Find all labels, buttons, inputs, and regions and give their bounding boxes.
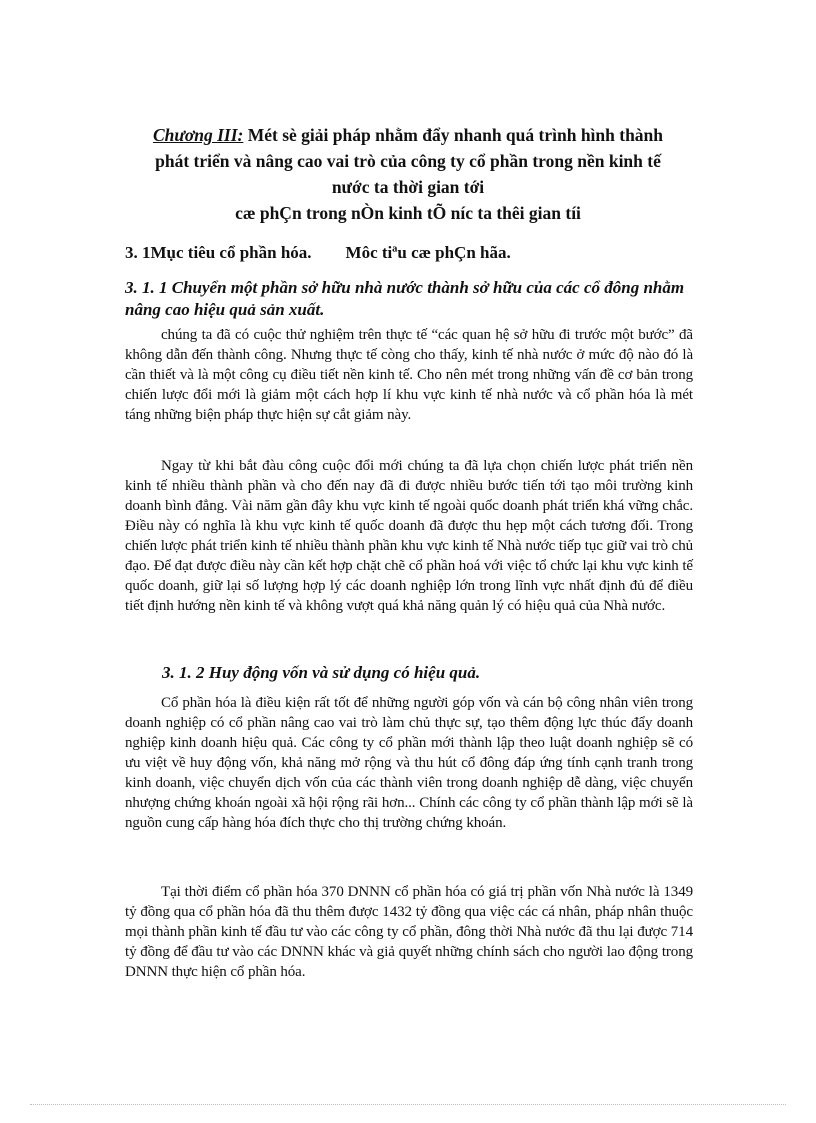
chapter-title [118,122,698,226]
subsection-heading-1: 3. 1. 1 Chuyển một phần sở hữu nhà nước thành sở hữu của các cổ đông nhằm nâng cao hiệu quả sản xuất. [125,278,685,319]
page-bottom-rule [30,1104,786,1105]
section-heading: 3. 1Mục tiêu cổ phần hóa. Môc tiªu cæ phÇn hãa. [125,243,511,262]
chapter-title-line-2: phát triển và nâng cao vai trò của công ty cổ phần trong nền kinh tế [155,151,661,171]
chapter-title-line-1 [118,122,698,148]
paragraph-4: Tại thời điểm cổ phần hóa 370 DNNN cổ phần hóa có giá trị phần vốn Nhà nước là 1349 tỷ đồng qua cổ phần hóa đã thu thêm được 1432 tỷ đồng qua việc các cá nhân, pháp nhân thuộc mọi thành phần kinh tế đầu tư vào các công ty cổ phần, đông thời Nhà nước đã thu lại được 714 tỷ đồng để đầu tư vào các DNNN khác và giả quyết những chính sách cho người lao động trong DNNN thực hiện cổ phần hóa. [125,884,693,980]
subsection-heading-2: 3. 1. 2 Huy động vốn và sử dụng có hiệu quả. [162,663,481,682]
chapter-title-line-3: nước ta thời gian tới [331,177,485,197]
paragraph-2: Ngay từ khi bắt đàu công cuộc đổi mới chúng ta đã lựa chọn chiến lược phát triển nền kinh tế nhiều thành phần và cho đến nay đã đi được nhiều bước tiến tới tạo môi trường kinh doanh bình đẳng. Vài năm gần đây khu vực kinh tế ngoài quốc doanh phát triển khá vững chắc. Điều này có nghĩa là khu vực kinh tế quốc doanh đã được thu hẹp một cách tương đối. Trong chiến lược phát triển kinh tế nhiều thành phần khu vực kinh tế Nhà nước tiếp tục giữ vai trò chủ đạo. Để đạt được điều này cần kết hợp chặt chẽ cổ phần hoá với việc tổ chức lại khu vực kinh tế quốc doanh, giữ lại số lượng hợp lý các doanh nghiệp lớn trong lĩnh vực nhất định đủ để điều tiết định hướng nền kinh tế và không vượt quá khả năng quản lý có hiệu quả của Nhà nước. [125,458,693,614]
chapter-title-line-4: cæ phÇn trong nÒn kinh tÕ níc ta thêi gian tíi [235,203,581,223]
chapter-title-text: Mét sè giải pháp nhằm đẩy nhanh quá trình hình thành [243,125,664,145]
chapter-label: Chương III: [152,125,244,145]
paragraph-3: Cổ phần hóa là điều kiện rất tốt để những người góp vốn và cán bộ công nhân viên trong doanh nghiệp có cổ phần nâng cao vai trò làm chủ thực sự, tạo thêm động lực thúc đẩy doanh nghiệp kinh doanh hiệu quả. Các công ty cổ phần mới thành lập theo luật doanh nghiệp sẽ có ưu việt về huy động vốn, khả năng mở rộng và thu hút cổ đông đáp ứng tính cạnh tranh trong kinh doanh, việc chuyển dịch vốn của các thành viên trong doanh nghiệp dễ dàng, việc chuyển nhượng chứng khoán ngoài xã hội rộng rãi hơn... Chính các công ty cổ phần thành lập mới sẽ là nguồn cung cấp hàng hóa đích thực cho thị trường chứng khoán. [125,695,693,831]
paragraph-1: chúng ta đã có cuộc thử nghiệm trên thực tế “các quan hệ sở hữu đi trước một bước” đã không dẫn đến thành công. Nhưng thực tế còng cho thấy, kinh tế nhà nước ở mức độ nào đó là cần thiết và là một công cụ điều tiết nền kinh tế. Cho nên mét trong những vấn đề cơ bản trong chiến lược đổi mới là giảm một cách hợp lí khu vực kinh tế nhà nước và cổ phần hóa là mét táng những biện pháp thực hiện sự cắt giảm này. [125,327,693,423]
